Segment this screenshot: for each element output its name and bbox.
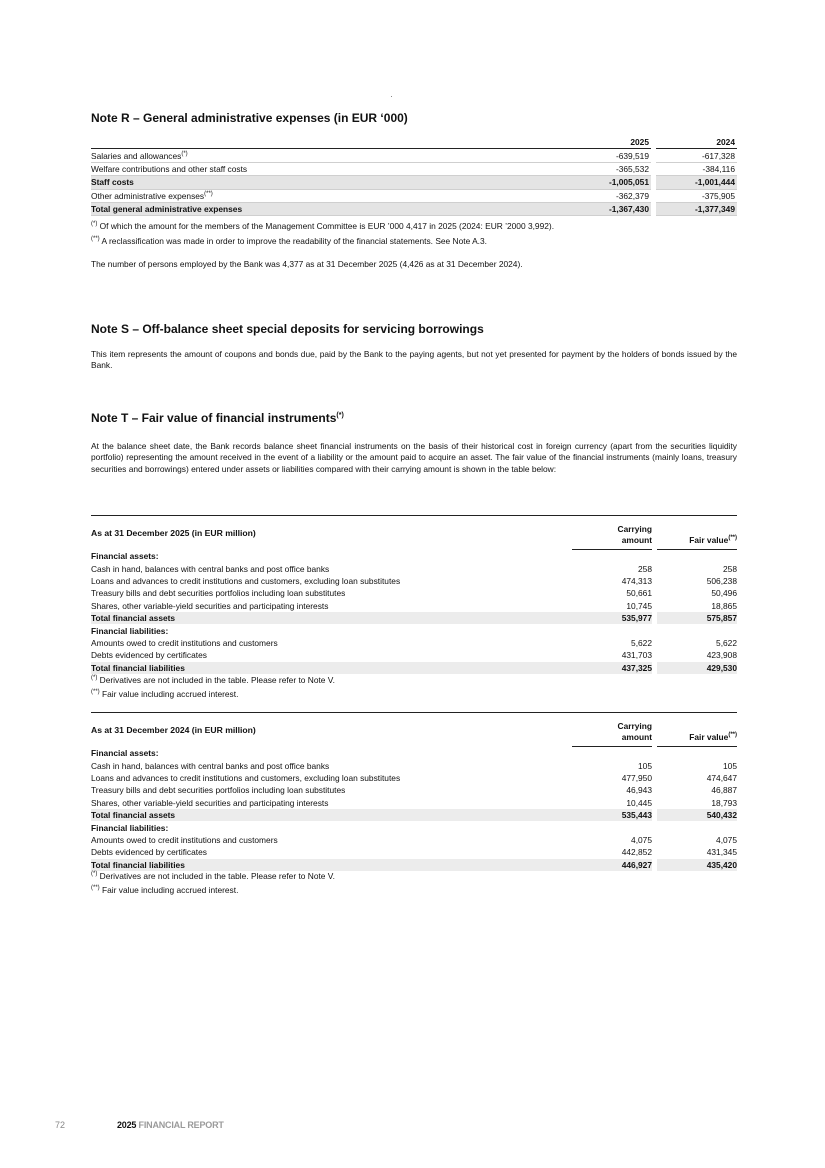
row-label: Total general administrative expenses xyxy=(91,202,570,215)
row-label: Cash in hand, balances with central banks and post office banks xyxy=(91,760,330,771)
note-r-table xyxy=(91,136,737,216)
fair-value-header xyxy=(657,516,737,550)
brand-text: FINANCIAL REPORT xyxy=(138,1120,224,1130)
cell-fair: 474,647 xyxy=(706,772,737,783)
table-row xyxy=(91,649,737,661)
report-brand xyxy=(117,1120,224,1130)
year-2024-header: 2024 xyxy=(656,136,737,149)
cell-carrying: 4,075 xyxy=(631,834,652,845)
table-row xyxy=(91,149,737,162)
section-label: Financial liabilities: xyxy=(91,625,169,636)
cell-fair: 18,865 xyxy=(711,600,737,611)
footnote-mark: (**) xyxy=(91,236,100,243)
header-line: amount xyxy=(621,732,652,742)
footnote-mark: (**) xyxy=(728,535,737,542)
note-t-title-text: Note T – Fair value of financial instruments xyxy=(91,411,337,425)
row-label: Amounts owed to credit institutions and customers xyxy=(91,834,278,845)
fv-2025-footnote-1 xyxy=(91,675,737,686)
page-number: 72 xyxy=(55,1120,66,1130)
row-label: Cash in hand, balances with central banks and post office banks xyxy=(91,563,330,574)
row-label: Debts evidenced by certificates xyxy=(91,847,207,858)
cell-fair: 258 xyxy=(723,563,737,574)
row-label: Total financial assets xyxy=(91,809,572,821)
row-label: Loans and advances to credit institutions and customers, excluding loan substitutes xyxy=(91,575,401,586)
section-label: Financial assets: xyxy=(91,550,159,561)
table-row xyxy=(91,600,737,612)
footnote-mark: (*) xyxy=(91,675,98,682)
row-label: Total financial liabilities xyxy=(91,859,572,871)
cell-fair: 105 xyxy=(723,760,737,771)
footnote-text: Fair value including accrued interest. xyxy=(102,885,239,895)
cell-carrying: 105 xyxy=(638,760,652,771)
row-label: Loans and advances to credit institutions and customers, excluding loan substitutes xyxy=(91,772,401,783)
cell-2025: -365,532 xyxy=(570,162,651,175)
fair-value-table-2025 xyxy=(91,515,737,674)
cell-carrying: 431,703 xyxy=(621,650,652,661)
cell-fair: 4,075 xyxy=(716,834,737,845)
cell-fair: 575,857 xyxy=(657,612,737,624)
table-row-total xyxy=(91,202,737,215)
section-label: Financial liabilities: xyxy=(91,822,169,833)
cell-carrying: 477,950 xyxy=(621,772,652,783)
cell-carrying: 535,977 xyxy=(572,612,652,624)
cell-fair: 429,530 xyxy=(657,662,737,674)
row-label: Shares, other variable-yield securities and participating interests xyxy=(91,797,329,808)
table-heading: As at 31 December 2024 (in EUR million) xyxy=(91,713,572,747)
cell-fair: 18,793 xyxy=(711,797,737,808)
total-row xyxy=(91,612,737,624)
note-t-text: At the balance sheet date, the Bank records balance sheet financial instruments on the basis of their historical cost in foreign currency (apart from the securities liquidity portfolio) representing the amount received in the event of a liability or the amount paid to acquire an asset. The fair value of the financial instruments (mainly loans, treasury securities and borrowings) entered under assets or liabilities compared with their carrying amount is shown in the table below: xyxy=(91,441,737,474)
cell-carrying: 50,661 xyxy=(626,588,652,599)
year-2025-header: 2025 xyxy=(570,136,651,149)
fair-value-table-2024 xyxy=(91,712,737,871)
section-row xyxy=(91,624,737,636)
footnote-mark: (*) xyxy=(181,150,188,157)
total-row xyxy=(91,809,737,821)
cell-fair: 435,420 xyxy=(657,859,737,871)
footnote-mark: (**) xyxy=(91,689,100,696)
table-row xyxy=(91,784,737,796)
fv-2024-footnote-1 xyxy=(91,871,737,882)
cell-2025: -1,367,430 xyxy=(570,202,651,215)
note-r-footnote-2 xyxy=(91,236,737,247)
table-row xyxy=(91,834,737,846)
section-row xyxy=(91,747,737,760)
table-row xyxy=(91,587,737,599)
row-label: Debts evidenced by certificates xyxy=(91,650,207,661)
cell-carrying: 535,443 xyxy=(572,809,652,821)
note-r-persons: The number of persons employed by the Bank was 4,377 as at 31 December 2025 (4,426 as at 31 December 2024). xyxy=(91,259,523,269)
carrying-amount-header xyxy=(572,713,652,747)
cell-carrying: 10,445 xyxy=(626,797,652,808)
footnote-text: A reclassification was made in order to improve the readability of the financial statements. See Note A.3. xyxy=(101,236,487,246)
table-row xyxy=(91,637,737,649)
table-row xyxy=(91,189,737,202)
table-heading: As at 31 December 2025 (in EUR million) xyxy=(91,516,572,550)
note-r-title: Note R – General administrative expenses (in EUR ‘000) xyxy=(91,111,408,125)
cell-2025: -639,519 xyxy=(570,149,651,162)
header-line: Carrying xyxy=(617,524,652,534)
table-row xyxy=(91,797,737,809)
footnote-mark: (**) xyxy=(91,885,100,892)
header-line: Fair value xyxy=(689,732,729,742)
cell-carrying: 446,927 xyxy=(572,859,652,871)
cell-carrying: 258 xyxy=(638,563,652,574)
cell-fair: 431,345 xyxy=(706,847,737,858)
row-label: Welfare contributions and other staff costs xyxy=(91,162,570,175)
note-r-footnote-1 xyxy=(91,221,737,232)
footnote-mark: (*) xyxy=(91,871,98,878)
cell-2024: -1,377,349 xyxy=(656,202,737,215)
footnote-mark: (*) xyxy=(336,412,344,419)
table-row xyxy=(91,162,737,175)
cell-carrying: 437,325 xyxy=(572,662,652,674)
note-s-title: Note S – Off-balance sheet special deposits for servicing borrowings xyxy=(91,322,484,336)
row-label: Staff costs xyxy=(91,176,570,189)
table-row xyxy=(91,846,737,858)
cell-2025: -362,379 xyxy=(570,189,651,202)
total-row xyxy=(91,662,737,674)
footnote-text: Of which the amount for the members of the Management Committee is EUR ’000 4,417 in 2025 (2024: EUR ’2000 3,992). xyxy=(99,221,555,231)
section-row xyxy=(91,821,737,833)
section-row xyxy=(91,550,737,563)
table-row xyxy=(91,759,737,771)
row-label: Treasury bills and debt securities portfolios including loan substitutes xyxy=(91,785,346,796)
footnote-mark: (**) xyxy=(728,732,737,739)
table-row xyxy=(91,772,737,784)
cell-fair: 423,908 xyxy=(706,650,737,661)
cell-2024: -1,001,444 xyxy=(656,176,737,189)
cell-2024: -384,116 xyxy=(656,162,737,175)
total-row xyxy=(91,859,737,871)
fv-2025-footnote-2 xyxy=(91,689,737,700)
cell-carrying: 46,943 xyxy=(626,785,652,796)
row-label: Other administrative expenses xyxy=(91,190,205,201)
footnote-mark: (**) xyxy=(204,190,213,197)
row-label: Amounts owed to credit institutions and customers xyxy=(91,637,278,648)
cell-fair: 540,432 xyxy=(657,809,737,821)
table-row-subtotal xyxy=(91,176,737,189)
table-row xyxy=(91,575,737,587)
fair-value-header xyxy=(657,713,737,747)
row-label: Total financial liabilities xyxy=(91,662,572,674)
footnote-text: Derivatives are not included in the table. Please refer to Note V. xyxy=(99,871,335,881)
cell-2024: -375,905 xyxy=(656,189,737,202)
note-s-text: This item represents the amount of coupons and bonds due, paid by the Bank to the paying agents, but not yet presented for payment by the holders of bonds issued by the Bank. xyxy=(91,349,737,371)
brand-year: 2025 xyxy=(117,1120,137,1130)
row-label: Treasury bills and debt securities portfolios including loan substitutes xyxy=(91,588,346,599)
cell-carrying: 5,622 xyxy=(631,637,652,648)
footnote-text: Derivatives are not included in the table. Please refer to Note V. xyxy=(99,675,335,685)
cell-fair: 506,238 xyxy=(706,575,737,586)
row-label: Shares, other variable-yield securities and participating interests xyxy=(91,600,329,611)
cell-fair: 46,887 xyxy=(711,785,737,796)
cell-carrying: 442,852 xyxy=(621,847,652,858)
stray-dot xyxy=(391,96,392,97)
cell-carrying: 10,745 xyxy=(626,600,652,611)
note-t-title xyxy=(91,411,344,425)
footnote-mark: (*) xyxy=(91,221,98,228)
row-label: Total financial assets xyxy=(91,612,572,624)
row-label: Salaries and allowances xyxy=(91,150,182,161)
cell-fair: 5,622 xyxy=(716,637,737,648)
fv-2024-footnote-2 xyxy=(91,885,737,896)
cell-carrying: 474,313 xyxy=(621,575,652,586)
header-line: Carrying xyxy=(617,721,652,731)
table-row xyxy=(91,562,737,574)
footnote-text: Fair value including accrued interest. xyxy=(102,689,239,699)
cell-2025: -1,005,051 xyxy=(570,176,651,189)
header-line: amount xyxy=(621,535,652,545)
header-line: Fair value xyxy=(689,535,729,545)
cell-fair: 50,496 xyxy=(711,588,737,599)
cell-2024: -617,328 xyxy=(656,149,737,162)
carrying-amount-header xyxy=(572,516,652,550)
section-label: Financial assets: xyxy=(91,747,159,758)
